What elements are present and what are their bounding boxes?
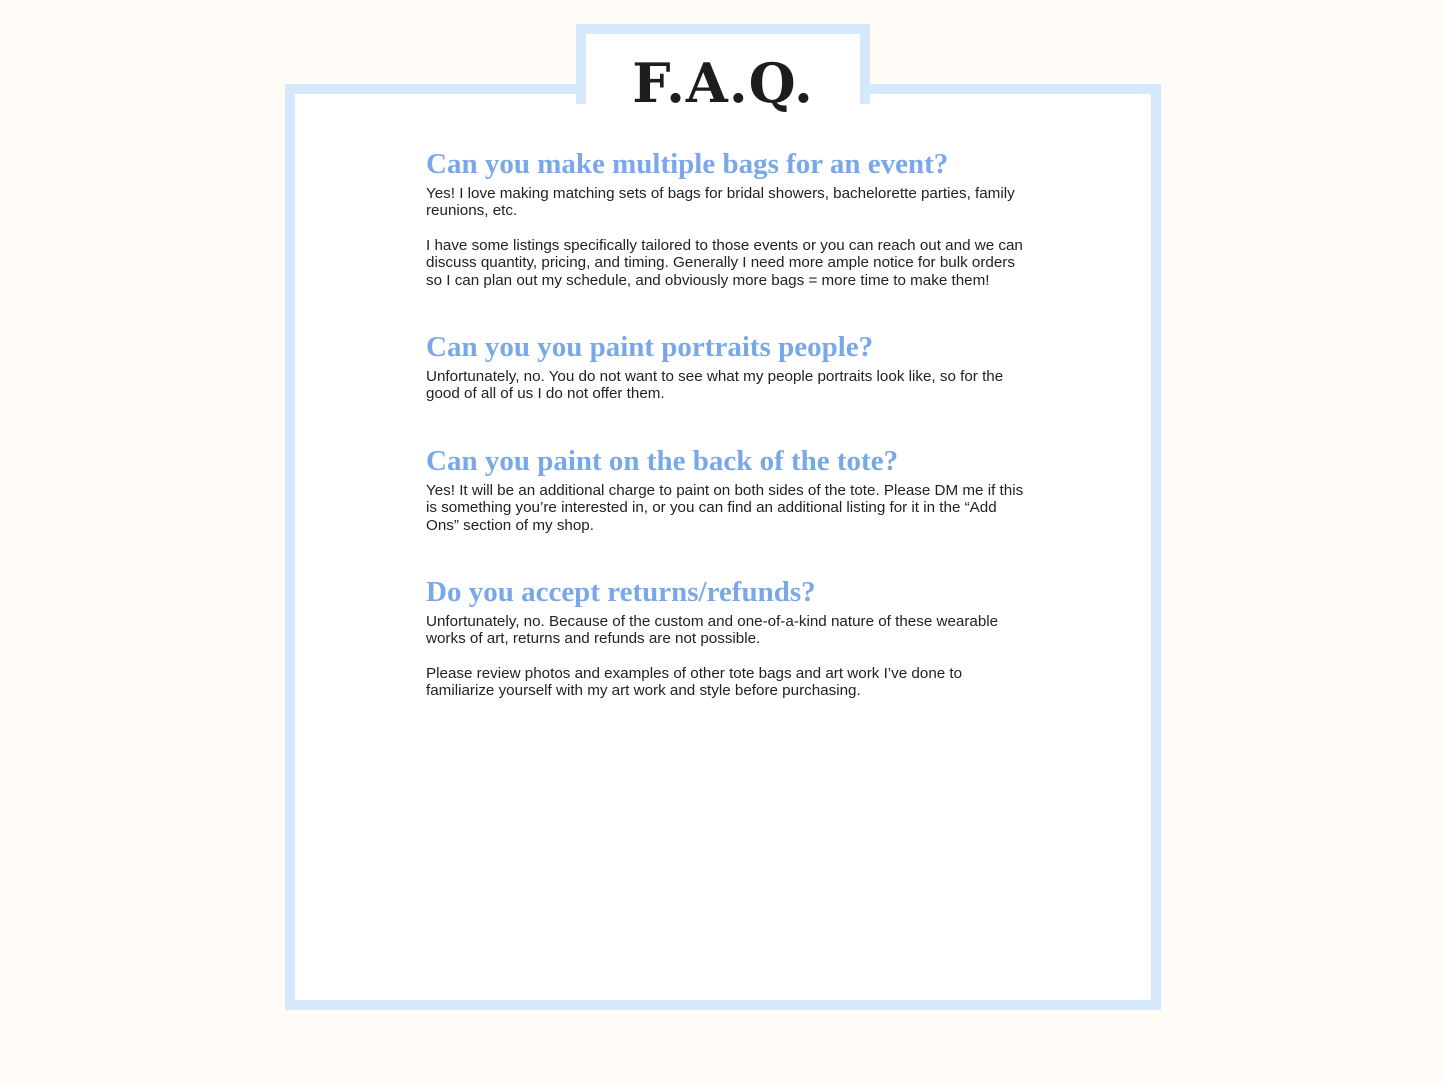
faq-answer: Unfortunately, no. You do not want to see what my people portraits look like, so for the good of all of us I do not offer them.: [426, 368, 1004, 403]
faq-question: Can you you paint portraits people?: [426, 331, 874, 364]
faq-item-returns: [426, 575, 1026, 700]
faq-answer: Yes! I love making matching sets of bags for bridal showers, bachelorette parties, family reunions, etc.: [426, 185, 1015, 220]
page-title: F.A.Q.: [632, 51, 814, 115]
faq-question: Do you accept returns/refunds?: [426, 576, 816, 609]
faq-list: [426, 147, 1026, 741]
faq-question: Can you make multiple bags for an event?: [426, 148, 949, 180]
faq-answer: Unfortunately, no. Because of the custom and one-of-a-kind nature of these wearable works of art, returns and refunds are not possible.: [426, 613, 999, 648]
faq-item-multiple-bags: [426, 147, 1026, 289]
faq-item-portraits: [426, 330, 1026, 403]
faq-answer: Yes! It will be an additional charge to paint on both sides of the tote. Please DM me if this is something you’re interested in, or you can find an additional listing for it in the “Add Ons” section of my shop.: [426, 481, 1024, 534]
faq-answer: I have some listings specifically tailored to those events or you can reach out and we can discuss quantity, pricing, and timing. Generally I need more ample notice for bulk orders so I can plan out my schedule, and obviously more bags = more time to make them!: [426, 236, 1023, 289]
faq-item-back-of-tote: [426, 444, 1026, 534]
faq-answer: Please review photos and examples of other tote bags and art work I’ve done to familiarize yourself with my art work and style before purchasing.: [426, 664, 963, 700]
faq-question: Can you paint on the back of the tote?: [426, 444, 899, 477]
